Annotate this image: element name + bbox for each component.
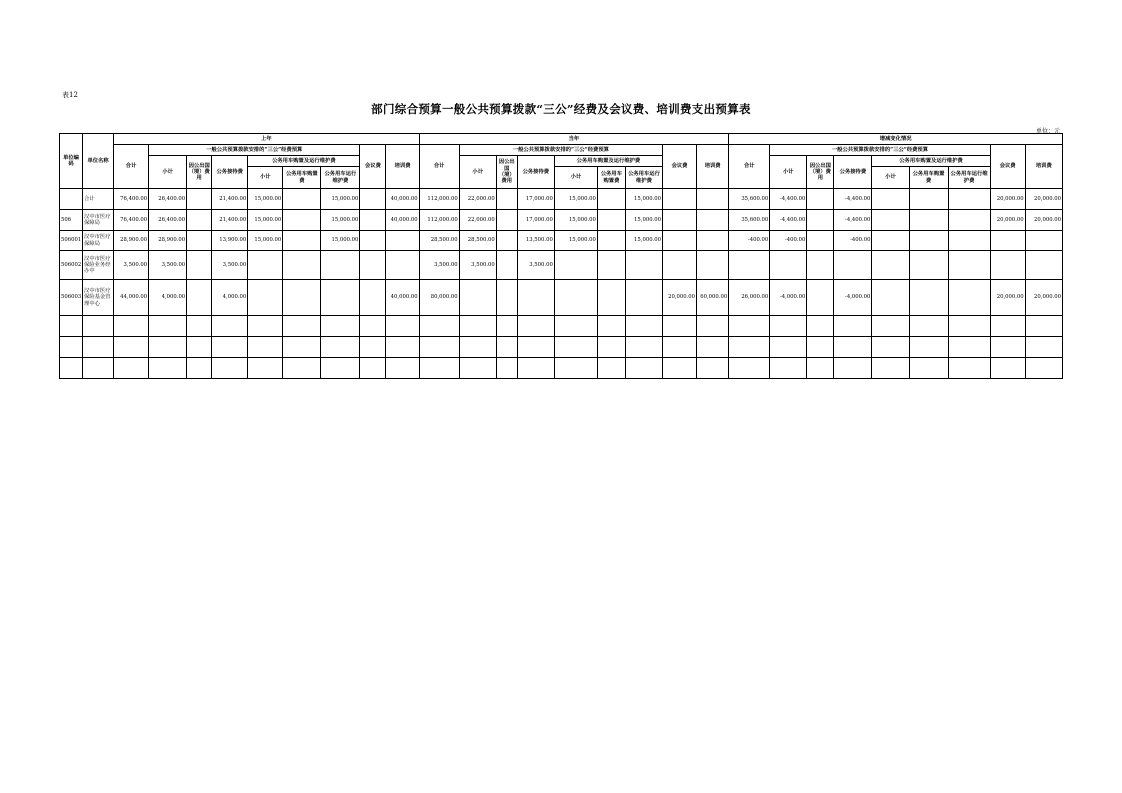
amount-cell <box>990 231 1025 251</box>
amount-cell <box>517 280 554 316</box>
amount-cell <box>459 280 496 316</box>
amount-cell <box>625 280 662 316</box>
amount-cell: 28,500.00 <box>459 231 496 251</box>
col-training: 培训费 <box>697 145 729 189</box>
amount-cell <box>496 189 517 210</box>
amount-cell <box>187 280 212 316</box>
col-subtotal: 小计 <box>770 156 807 189</box>
amount-cell <box>187 210 212 231</box>
amount-cell <box>697 251 729 280</box>
amount-cell: 28,900.00 <box>114 231 149 251</box>
amount-cell: 60,000.00 <box>697 280 729 316</box>
amount-cell: 15,000.00 <box>248 231 283 251</box>
amount-cell: 15,000.00 <box>248 189 283 210</box>
amount-cell <box>283 231 321 251</box>
table-row-empty <box>60 358 1063 379</box>
amount-cell: 15,000.00 <box>554 231 597 251</box>
amount-cell: -4,000.00 <box>770 280 807 316</box>
amount-cell: 15,000.00 <box>625 210 662 231</box>
col-sangong: 一般公共预算拨款安排的“三公”经费预算 <box>459 145 662 156</box>
amount-cell: 112,000.00 <box>419 210 459 231</box>
amount-cell <box>187 251 212 280</box>
amount-cell <box>248 251 283 280</box>
amount-cell: 21,400.00 <box>212 189 248 210</box>
col-reception: 公务接待费 <box>212 156 248 189</box>
amount-cell: -4,400.00 <box>770 189 807 210</box>
table-number: 表12 <box>62 91 78 99</box>
amount-cell: 3,500.00 <box>419 251 459 280</box>
amount-cell: 76,400.00 <box>114 210 149 231</box>
col-sangong: 一般公共预算拨款安排的“三公”经费预算 <box>149 145 360 156</box>
col-vehicle-subtotal: 小计 <box>248 167 283 189</box>
amount-cell: 35,600.00 <box>729 210 770 231</box>
table-row <box>60 251 1063 280</box>
amount-cell: 28,900.00 <box>149 231 187 251</box>
amount-cell: 15,000.00 <box>625 189 662 210</box>
col-abroad: 因公出国（境）费用 <box>187 156 212 189</box>
table-row-empty <box>60 337 1063 358</box>
amount-cell: 3,500.00 <box>212 251 248 280</box>
amount-cell <box>597 189 625 210</box>
amount-cell <box>872 251 909 280</box>
amount-cell: 15,000.00 <box>248 210 283 231</box>
col-vehicle-run: 公务用车运行维护费 <box>321 167 360 189</box>
amount-cell: 4,000.00 <box>149 280 187 316</box>
amount-cell <box>807 210 834 231</box>
amount-cell: 40,000.00 <box>386 210 419 231</box>
col-reception: 公务接待费 <box>517 156 554 189</box>
amount-cell <box>1025 231 1062 251</box>
amount-cell <box>321 251 360 280</box>
amount-cell: -4,000.00 <box>834 280 872 316</box>
group-change: 增减变化情况 <box>729 134 1063 145</box>
amount-cell <box>770 251 807 280</box>
amount-cell <box>663 251 697 280</box>
amount-cell <box>948 210 990 231</box>
table-row <box>60 189 1063 210</box>
table-body <box>60 189 1063 379</box>
col-vehicle: 公务用车购置及运行维护费 <box>248 156 360 167</box>
amount-cell <box>697 210 729 231</box>
amount-cell: 20,000.00 <box>990 280 1025 316</box>
amount-cell <box>496 251 517 280</box>
amount-cell <box>321 280 360 316</box>
amount-cell: 13,900.00 <box>212 231 248 251</box>
amount-cell <box>283 210 321 231</box>
amount-cell <box>554 251 597 280</box>
amount-cell: 15,000.00 <box>321 231 360 251</box>
table-row <box>60 231 1063 251</box>
amount-cell: 20,000.00 <box>1025 280 1062 316</box>
amount-cell <box>948 251 990 280</box>
amount-cell: 15,000.00 <box>554 189 597 210</box>
header-row-2 <box>60 145 1063 156</box>
amount-cell: 20,000.00 <box>1025 189 1062 210</box>
amount-cell <box>948 280 990 316</box>
amount-cell: 21,400.00 <box>212 210 248 231</box>
amount-cell: 15,000.00 <box>554 210 597 231</box>
table-row <box>60 210 1063 231</box>
amount-cell <box>360 280 386 316</box>
amount-cell <box>807 280 834 316</box>
unit-name-cell: 汉中市医疗保障局 <box>83 210 114 231</box>
col-training: 培训费 <box>386 145 419 189</box>
budget-table <box>59 133 1063 379</box>
amount-cell: 15,000.00 <box>321 210 360 231</box>
amount-cell: 22,000.00 <box>459 210 496 231</box>
amount-cell <box>948 189 990 210</box>
col-meeting: 会议费 <box>990 145 1025 189</box>
col-total: 合计 <box>114 145 149 189</box>
col-vehicle: 公务用车购置及运行维护费 <box>872 156 990 167</box>
col-vehicle-buy: 公务用车购置费 <box>597 167 625 189</box>
unit-name-cell: 汉中市医疗保险基金管理中心 <box>83 280 114 316</box>
amount-cell: 17,000.00 <box>517 189 554 210</box>
col-vehicle-run: 公务用车运行维护费 <box>625 167 662 189</box>
amount-cell: 40,000.00 <box>386 280 419 316</box>
unit-code-cell <box>60 189 83 210</box>
col-reception: 公务接待费 <box>834 156 872 189</box>
amount-cell: 26,400.00 <box>149 210 187 231</box>
amount-cell <box>872 210 909 231</box>
amount-cell: 35,600.00 <box>729 189 770 210</box>
amount-cell <box>187 231 212 251</box>
page-title: 部门综合预算一般公共预算拨款“三公”经费及会议费、培训费支出预算表 <box>371 102 751 116</box>
amount-cell: 3,500.00 <box>114 251 149 280</box>
amount-cell <box>1025 251 1062 280</box>
amount-cell <box>496 231 517 251</box>
amount-cell <box>909 189 948 210</box>
amount-cell: -400.00 <box>770 231 807 251</box>
amount-cell <box>283 189 321 210</box>
unit-code-cell: 506001 <box>60 231 83 251</box>
header-row-3 <box>60 156 1063 167</box>
amount-cell <box>909 280 948 316</box>
amount-cell: 4,000.00 <box>212 280 248 316</box>
amount-cell: 40,000.00 <box>386 189 419 210</box>
amount-cell: 3,500.00 <box>517 251 554 280</box>
amount-cell: 22,000.00 <box>459 189 496 210</box>
amount-cell <box>872 231 909 251</box>
amount-cell: 17,000.00 <box>517 210 554 231</box>
col-subtotal: 小计 <box>459 156 496 189</box>
amount-cell: 80,000.00 <box>419 280 459 316</box>
amount-cell: -400.00 <box>834 231 872 251</box>
amount-cell: -4,400.00 <box>834 189 872 210</box>
amount-cell <box>807 231 834 251</box>
amount-cell <box>283 251 321 280</box>
col-abroad: 因公出国（境）费用 <box>496 156 517 189</box>
col-subtotal: 小计 <box>149 156 187 189</box>
header-row-1 <box>60 134 1063 145</box>
amount-cell <box>360 189 386 210</box>
col-vehicle-buy: 公务用车购置费 <box>283 167 321 189</box>
col-meeting: 会议费 <box>360 145 386 189</box>
amount-cell <box>597 251 625 280</box>
amount-cell: 26,400.00 <box>149 189 187 210</box>
amount-cell: -4,400.00 <box>834 210 872 231</box>
amount-cell: 76,400.00 <box>114 189 149 210</box>
group-prev-year: 上年 <box>114 134 420 145</box>
amount-cell <box>990 251 1025 280</box>
amount-cell <box>283 280 321 316</box>
amount-cell <box>872 280 909 316</box>
unit-name-cell: 汉中市医疗保险业务经办中 <box>83 251 114 280</box>
amount-cell <box>248 280 283 316</box>
amount-cell: -400.00 <box>729 231 770 251</box>
amount-cell: 20,000.00 <box>990 210 1025 231</box>
amount-cell <box>909 210 948 231</box>
amount-cell <box>807 189 834 210</box>
amount-cell <box>697 231 729 251</box>
amount-cell <box>554 280 597 316</box>
amount-cell: 20,000.00 <box>663 280 697 316</box>
amount-cell: 3,500.00 <box>459 251 496 280</box>
amount-cell <box>496 210 517 231</box>
col-training: 培训费 <box>1025 145 1062 189</box>
col-vehicle-subtotal: 小计 <box>554 167 597 189</box>
amount-cell <box>597 280 625 316</box>
col-unit-code: 单位编码 <box>60 134 83 189</box>
amount-cell: 112,000.00 <box>419 189 459 210</box>
amount-cell <box>948 231 990 251</box>
amount-cell: 13,500.00 <box>517 231 554 251</box>
amount-cell: 44,000.00 <box>114 280 149 316</box>
unit-code-cell: 506002 <box>60 251 83 280</box>
amount-cell <box>386 251 419 280</box>
col-vehicle: 公务用车购置及运行维护费 <box>554 156 662 167</box>
amount-cell: 28,500.00 <box>419 231 459 251</box>
col-vehicle-subtotal: 小计 <box>872 167 909 189</box>
amount-cell <box>663 210 697 231</box>
col-vehicle-buy: 公务用车购置费 <box>909 167 948 189</box>
col-vehicle-run: 公务用车运行维护费 <box>948 167 990 189</box>
amount-cell <box>872 189 909 210</box>
amount-cell <box>360 210 386 231</box>
col-total: 合计 <box>729 145 770 189</box>
unit-label: 单位：元 <box>1035 128 1060 135</box>
amount-cell: 20,000.00 <box>1025 210 1062 231</box>
amount-cell <box>187 189 212 210</box>
col-meeting: 会议费 <box>663 145 697 189</box>
amount-cell: 3,500.00 <box>149 251 187 280</box>
table-row-empty <box>60 316 1063 337</box>
unit-name-cell: 合计 <box>83 189 114 210</box>
amount-cell <box>597 210 625 231</box>
unit-name-cell: 汉中市医疗保障局 <box>83 231 114 251</box>
group-current-year: 当年 <box>419 134 729 145</box>
col-sangong: 一般公共预算拨款安排的“三公”经费预算 <box>770 145 990 156</box>
amount-cell: -4,400.00 <box>770 210 807 231</box>
table-row <box>60 280 1063 316</box>
unit-code-cell: 506 <box>60 210 83 231</box>
amount-cell <box>597 231 625 251</box>
amount-cell: 15,000.00 <box>625 231 662 251</box>
amount-cell <box>729 251 770 280</box>
amount-cell <box>663 231 697 251</box>
amount-cell <box>386 231 419 251</box>
amount-cell <box>834 251 872 280</box>
amount-cell: 15,000.00 <box>321 189 360 210</box>
amount-cell <box>697 189 729 210</box>
col-abroad: 因公出国（境）费用 <box>807 156 834 189</box>
amount-cell <box>360 231 386 251</box>
unit-code-cell: 506003 <box>60 280 83 316</box>
amount-cell <box>909 251 948 280</box>
amount-cell <box>909 231 948 251</box>
amount-cell: 26,000.00 <box>729 280 770 316</box>
amount-cell <box>663 189 697 210</box>
amount-cell <box>496 280 517 316</box>
col-unit-name: 单位名称 <box>83 134 114 189</box>
amount-cell: 20,000.00 <box>990 189 1025 210</box>
amount-cell <box>625 251 662 280</box>
amount-cell <box>807 251 834 280</box>
col-total: 合计 <box>419 145 459 189</box>
amount-cell <box>360 251 386 280</box>
